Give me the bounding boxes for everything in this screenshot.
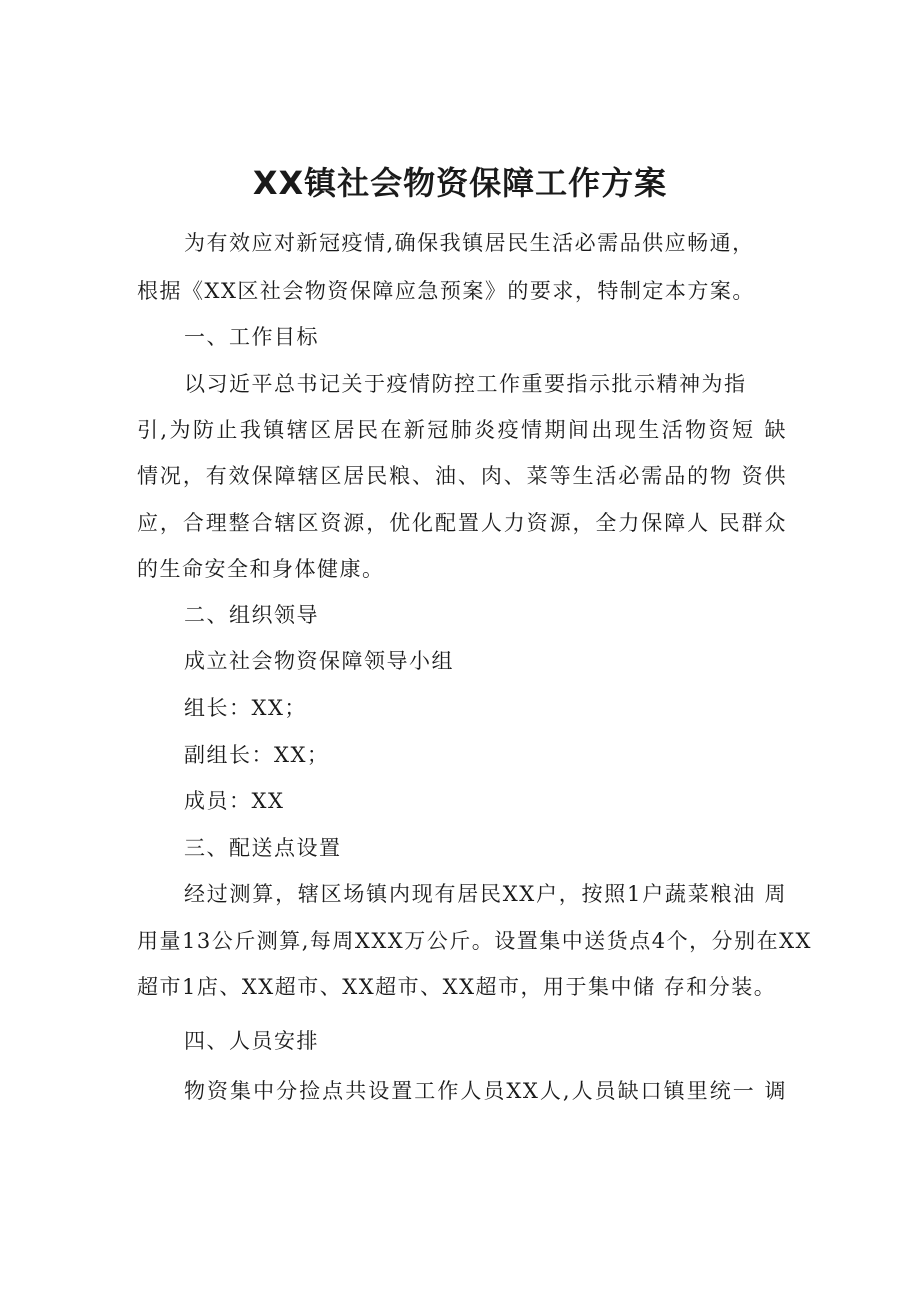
section-heading: 四、人员安排 (184, 1029, 319, 1053)
paragraph-line: 为有效应对新冠疫情,确保我镇居民生活必需品供应畅通， (184, 231, 755, 255)
section-heading: 三、配送点设置 (184, 836, 342, 860)
paragraph-line: 情况，有效保障辖区居民粮、油、肉、菜等生活必需品的物 资供 (137, 464, 787, 488)
paragraph-line: 以习近平总书记关于疫情防控工作重要指示批示精神为指 (184, 372, 747, 396)
paragraph-line: 经过测算，辖区场镇内现有居民XX户，按照1户蔬菜粮油 周 (184, 882, 787, 906)
paragraph-line: 超市1店、XX超市、XX超市、XX超市，用于集中储 存和分装。 (137, 975, 777, 999)
paragraph-line: 用量13公斤测算,每周XXX万公斤。设置集中送货点4个，分别在XX (137, 929, 813, 953)
paragraph-line: 组长：XX； (184, 696, 307, 720)
paragraph-line: 成立社会物资保障领导小组 (184, 649, 454, 673)
section-heading: 一、工作目标 (184, 325, 319, 349)
paragraph-line: 物资集中分捡点共设置工作人员XX人,人员缺口镇里统一 调 (184, 1079, 787, 1103)
paragraph-line: 应，合理整合辖区资源，优化配置人力资源，全力保障人 民群众 (137, 511, 787, 535)
paragraph-line: 根据《XX区社会物资保障应急预案》的要求，特制定本方案。 (137, 279, 755, 303)
section-heading: 二、组织领导 (184, 603, 319, 627)
paragraph-line: 成员：XX (184, 789, 285, 813)
paragraph-line: 副组长：XX； (184, 743, 330, 767)
document-title: XX镇社会物资保障工作方案 (252, 164, 668, 202)
paragraph-line: 引,为防止我镇辖区居民在新冠肺炎疫情期间出现生活物资短 缺 (137, 418, 787, 442)
paragraph-line: 的生命安全和身体健康。 (137, 557, 385, 581)
